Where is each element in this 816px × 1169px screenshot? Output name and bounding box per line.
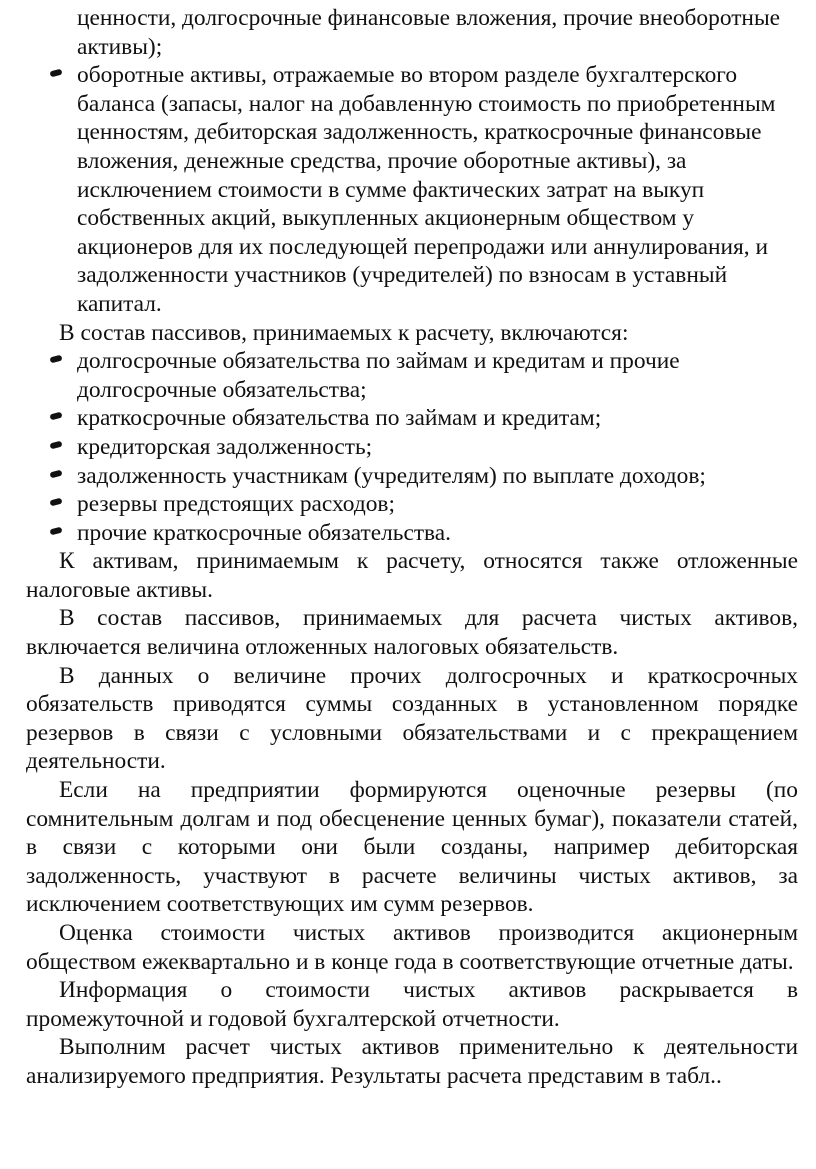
asset-list-item xyxy=(26,61,798,318)
body-paragraph: Выполним расчет чистых активов применительно к деятельности анализируемого предприятия. Результаты расчета представим в табл.. xyxy=(26,1034,798,1089)
liability-item-text: резервы предстоящих расходов; xyxy=(77,491,395,518)
liability-list-item xyxy=(26,347,798,404)
liability-item-text: долгосрочные обязательства по займам и кредитам и прочие долгосрочные обязательства; xyxy=(77,348,680,403)
bullet-icon xyxy=(50,70,64,78)
liability-list-item xyxy=(26,490,798,519)
bullet-icon xyxy=(50,442,64,450)
bullet-icon xyxy=(50,471,64,479)
body-paragraph: Информация о стоимости чистых активов раскрывается в промежуточной и годовой бухгалтерской отчетности. xyxy=(26,977,798,1032)
bullet-icon xyxy=(50,528,64,536)
bullet-icon xyxy=(50,499,64,507)
liability-list-item xyxy=(26,519,798,548)
bullet-icon xyxy=(50,356,64,364)
liability-item-text: краткосрочные обязательства по займам и кредитам; xyxy=(77,405,602,432)
liability-list-item xyxy=(26,433,798,462)
liability-list-item xyxy=(26,462,798,491)
asset-item-text: оборотные активы, отражаемые во втором разделе бухгалтерского баланса (запасы, налог на добавленную стоимость по приобретенным ценностям, дебиторская задолженность, краткосрочные финансовые вложения, денежные средства, прочие оборотные активы), за исключением стоимости в сумме фактических затрат на выкуп собственных акций, выкупленных акционерным обществом у акционеров для их последующей перепродажи или аннулирования, и задолженности участников (учредителей) по взносам в уставный капитал. xyxy=(77,62,776,317)
liability-item-text: кредиторская задолженность; xyxy=(77,433,373,460)
liability-item-text: задолженность участникам (учредителям) по выплате доходов; xyxy=(77,462,706,489)
liability-item-text: прочие краткосрочные обязательства. xyxy=(77,519,452,546)
liability-list-item xyxy=(26,404,798,433)
bullet-icon xyxy=(50,413,64,421)
body-paragraph: Если на предприятии формируются оценочные резервы (по сомнительным долгам и под обесценение ценных бумаг), показатели статей, в связи с которыми они были созданы, например дебиторская задолженность, участвуют в расчете величины чистых активов, за исключением соответствующих им сумм резервов. xyxy=(26,777,798,918)
liabilities-list xyxy=(26,347,798,547)
body-paragraph: К активам, принимаемым к расчету, относятся также отложенные налоговые активы. xyxy=(26,548,798,603)
continued-list-fragment: ценности, долгосрочные финансовые вложения, прочие внеоборотные активы); xyxy=(77,5,781,60)
body-paragraph: В данных о величине прочих долгосрочных и краткосрочных обязательств приводятся суммы созданных в установленном порядке резервов в связи с условными обязательствами и с прекращением деятельности. xyxy=(26,662,798,775)
body-paragraph: В состав пассивов, принимаемых для расчета чистых активов, включается величина отложенных налоговых обязательств. xyxy=(26,605,798,661)
body-paragraph: Оценка стоимости чистых активов производится акционерным обществом ежеквартально и в конце года в соответствующие отчетные даты. xyxy=(26,920,798,975)
liabilities-intro: В состав пассивов, принимаемых к расчету, включаются: xyxy=(59,319,629,346)
